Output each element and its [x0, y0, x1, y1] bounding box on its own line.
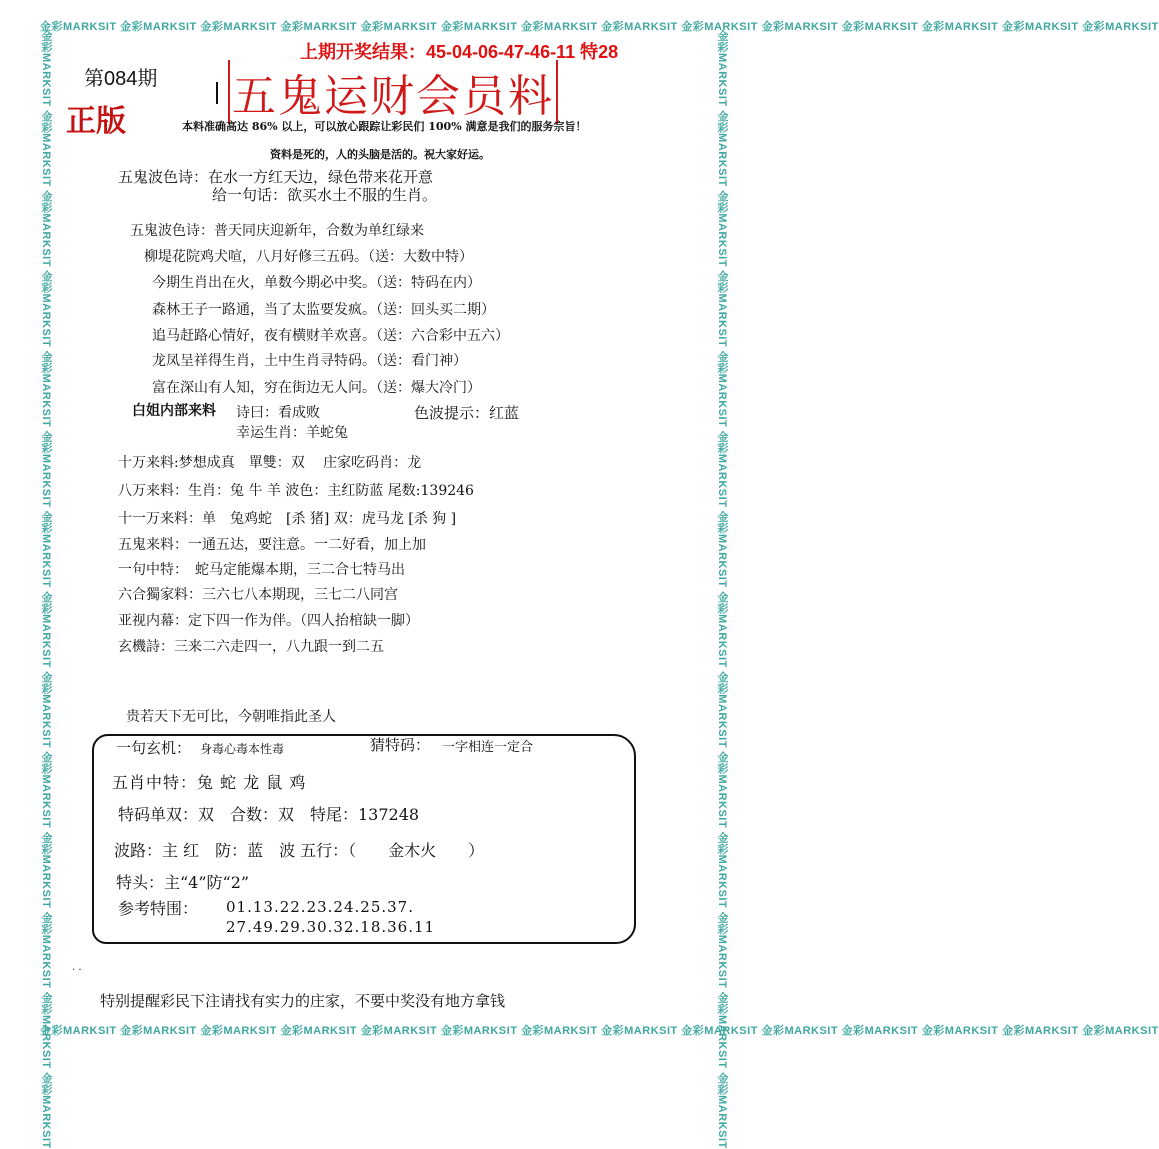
insider-poem: 诗曰：看成败 — [236, 405, 320, 421]
guess-label: 猜特码： — [370, 736, 431, 754]
info-line: 八万来料：生肖：兔 牛 羊 波色：主红防蓝 尾数:139246 — [118, 483, 474, 499]
info-line: 五鬼来料：一通五达，要注意。一二好看，加上加 — [118, 537, 426, 553]
special-head: 特头：主“4”防“2” — [116, 873, 250, 892]
info-line: 十万来料:梦想成真 單雙：双 庄家吃码肖：龙 — [118, 455, 422, 471]
ref-numbers-1: 01.13.22.23.24.25.37. — [226, 898, 414, 916]
poem-line-1: 五鬼波色诗：在水一方红天边，绿色带来花开意 — [118, 168, 434, 186]
subtitle-luck: 资料是死的，人的头脑是活的。祝大家好运。 — [270, 148, 490, 161]
border-left — [38, 30, 54, 1149]
poem2-line: 富在深山有人知，穷在街边无人问。（送：爆大冷门） — [152, 380, 481, 396]
five-zodiac: 五肖中特：兔 蛇 龙 鼠 鸡 — [112, 773, 307, 792]
border-right — [714, 30, 730, 1149]
riddle-label: 一句玄机： — [116, 739, 192, 757]
poem-line-2: 给一句话：欲买水土不服的生肖。 — [212, 186, 438, 204]
lucky-zodiac: 幸运生肖：羊蛇兔 — [236, 425, 348, 441]
info-line: 六合獨家料：三六七八本期现，三七二八同宫 — [118, 587, 398, 603]
guess-text: 一字相连一定合 — [442, 740, 534, 755]
edition-label: 正版 — [66, 104, 126, 139]
ref-label: 参考特围： — [118, 899, 199, 918]
border-text: 金彩MARKSIT 金彩MARKSIT 金彩MARKSIT 金彩MARKSIT 金彩MARKSIT 金彩MARKSIT 金彩MARKSIT 金彩MARKSIT 金彩MARKSIT 金彩MARKSIT 金彩MARKSIT 金彩MARKSIT 金彩MARKSIT 金彩MARKSIT — [40, 1025, 1159, 1037]
info-line: 一句中特： 蛇马定能爆本期，三二合七特马出 — [118, 562, 405, 578]
color-hint: 色波提示：红蓝 — [414, 404, 520, 422]
poem2-line: 森林王子一路通，当了太监要发疯。（送：回头买二期） — [152, 302, 495, 318]
page-title: 五鬼运财会员料 — [228, 60, 558, 124]
border-bottom — [40, 1022, 1159, 1038]
poem2-line: 追马赶路心情好，夜有横财羊欢喜。（送：六合彩中五六） — [152, 328, 509, 344]
border-text: 金彩MARKSIT 金彩MARKSIT 金彩MARKSIT 金彩MARKSIT 金彩MARKSIT 金彩MARKSIT 金彩MARKSIT 金彩MARKSIT 金彩MARKSIT 金彩MARKSIT 金彩MARKSIT 金彩MARKSIT 金彩MARKSIT 金彩MARKSIT — [40, 21, 1159, 33]
poem2-line: 龙凤呈祥得生肖，土中生肖寻特码。（送：看门神） — [152, 353, 467, 369]
poem2-line: 今期生肖出在火，单数今期必中奖。（送：特码在内） — [152, 275, 481, 291]
issue-number: 第084期 — [84, 68, 158, 90]
border-top — [40, 18, 1159, 34]
poem2-heading: 五鬼波色诗：普天同庆迎新年，合数为单红绿来 — [130, 223, 424, 239]
ref-numbers-2: 27.49.29.30.32.18.36.11 — [226, 918, 436, 936]
footer-reminder: 特别提醒彩民下注请找有实力的庄家，不要中奖没有地方拿钱 — [100, 992, 506, 1010]
insider-label: 白姐内部来料 — [132, 403, 216, 419]
border-text: 金彩MARKSIT 金彩MARKSIT 金彩MARKSIT 金彩MARKSIT 金彩MARKSIT 金彩MARKSIT 金彩MARKSIT 金彩MARKSIT 金彩MARKSIT 金彩MARKSIT 金彩MARKSIT 金彩MARKSIT 金彩MARKSIT 金彩MARKSIT — [40, 30, 52, 1149]
odd-even: 特码单双：双 合数：双 特尾：137248 — [118, 805, 420, 824]
info-line: 亚视内幕：定下四一作为伴。（四人抬棺缺一脚） — [118, 613, 419, 629]
riddle-text: 身毒心毒本性毒 — [200, 742, 285, 756]
info-line: 十一万来料：单 兔鸡蛇 [杀 猪] 双：虎马龙 [杀 狗 ] — [118, 511, 457, 527]
footer-dots: . . — [72, 962, 82, 973]
last-result: 上期开奖结果：45-04-06-47-46-11 特28 — [300, 42, 619, 62]
wave-path: 波路：主 红 防：蓝 波 五行：（ 金木火 ） — [114, 841, 485, 860]
subtitle-accuracy: 本料准确高达 86% 以上，可以放心跟踪让彩民们 100% 满意是我们的服务宗旨！ — [182, 120, 587, 133]
info-line: 玄機詩：三来二六走四一，八九跟一到二五 — [118, 639, 384, 655]
saying: 贵若天下无可比，今朝唯指此圣人 — [126, 709, 336, 725]
border-text: 金彩MARKSIT 金彩MARKSIT 金彩MARKSIT 金彩MARKSIT 金彩MARKSIT 金彩MARKSIT 金彩MARKSIT 金彩MARKSIT 金彩MARKSIT 金彩MARKSIT 金彩MARKSIT 金彩MARKSIT 金彩MARKSIT 金彩MARKSIT — [716, 30, 728, 1149]
poem2-line: 柳堤花院鸡犬喧，八月好修三五码。（送：大数中特） — [144, 249, 473, 265]
title-divider — [216, 82, 218, 104]
